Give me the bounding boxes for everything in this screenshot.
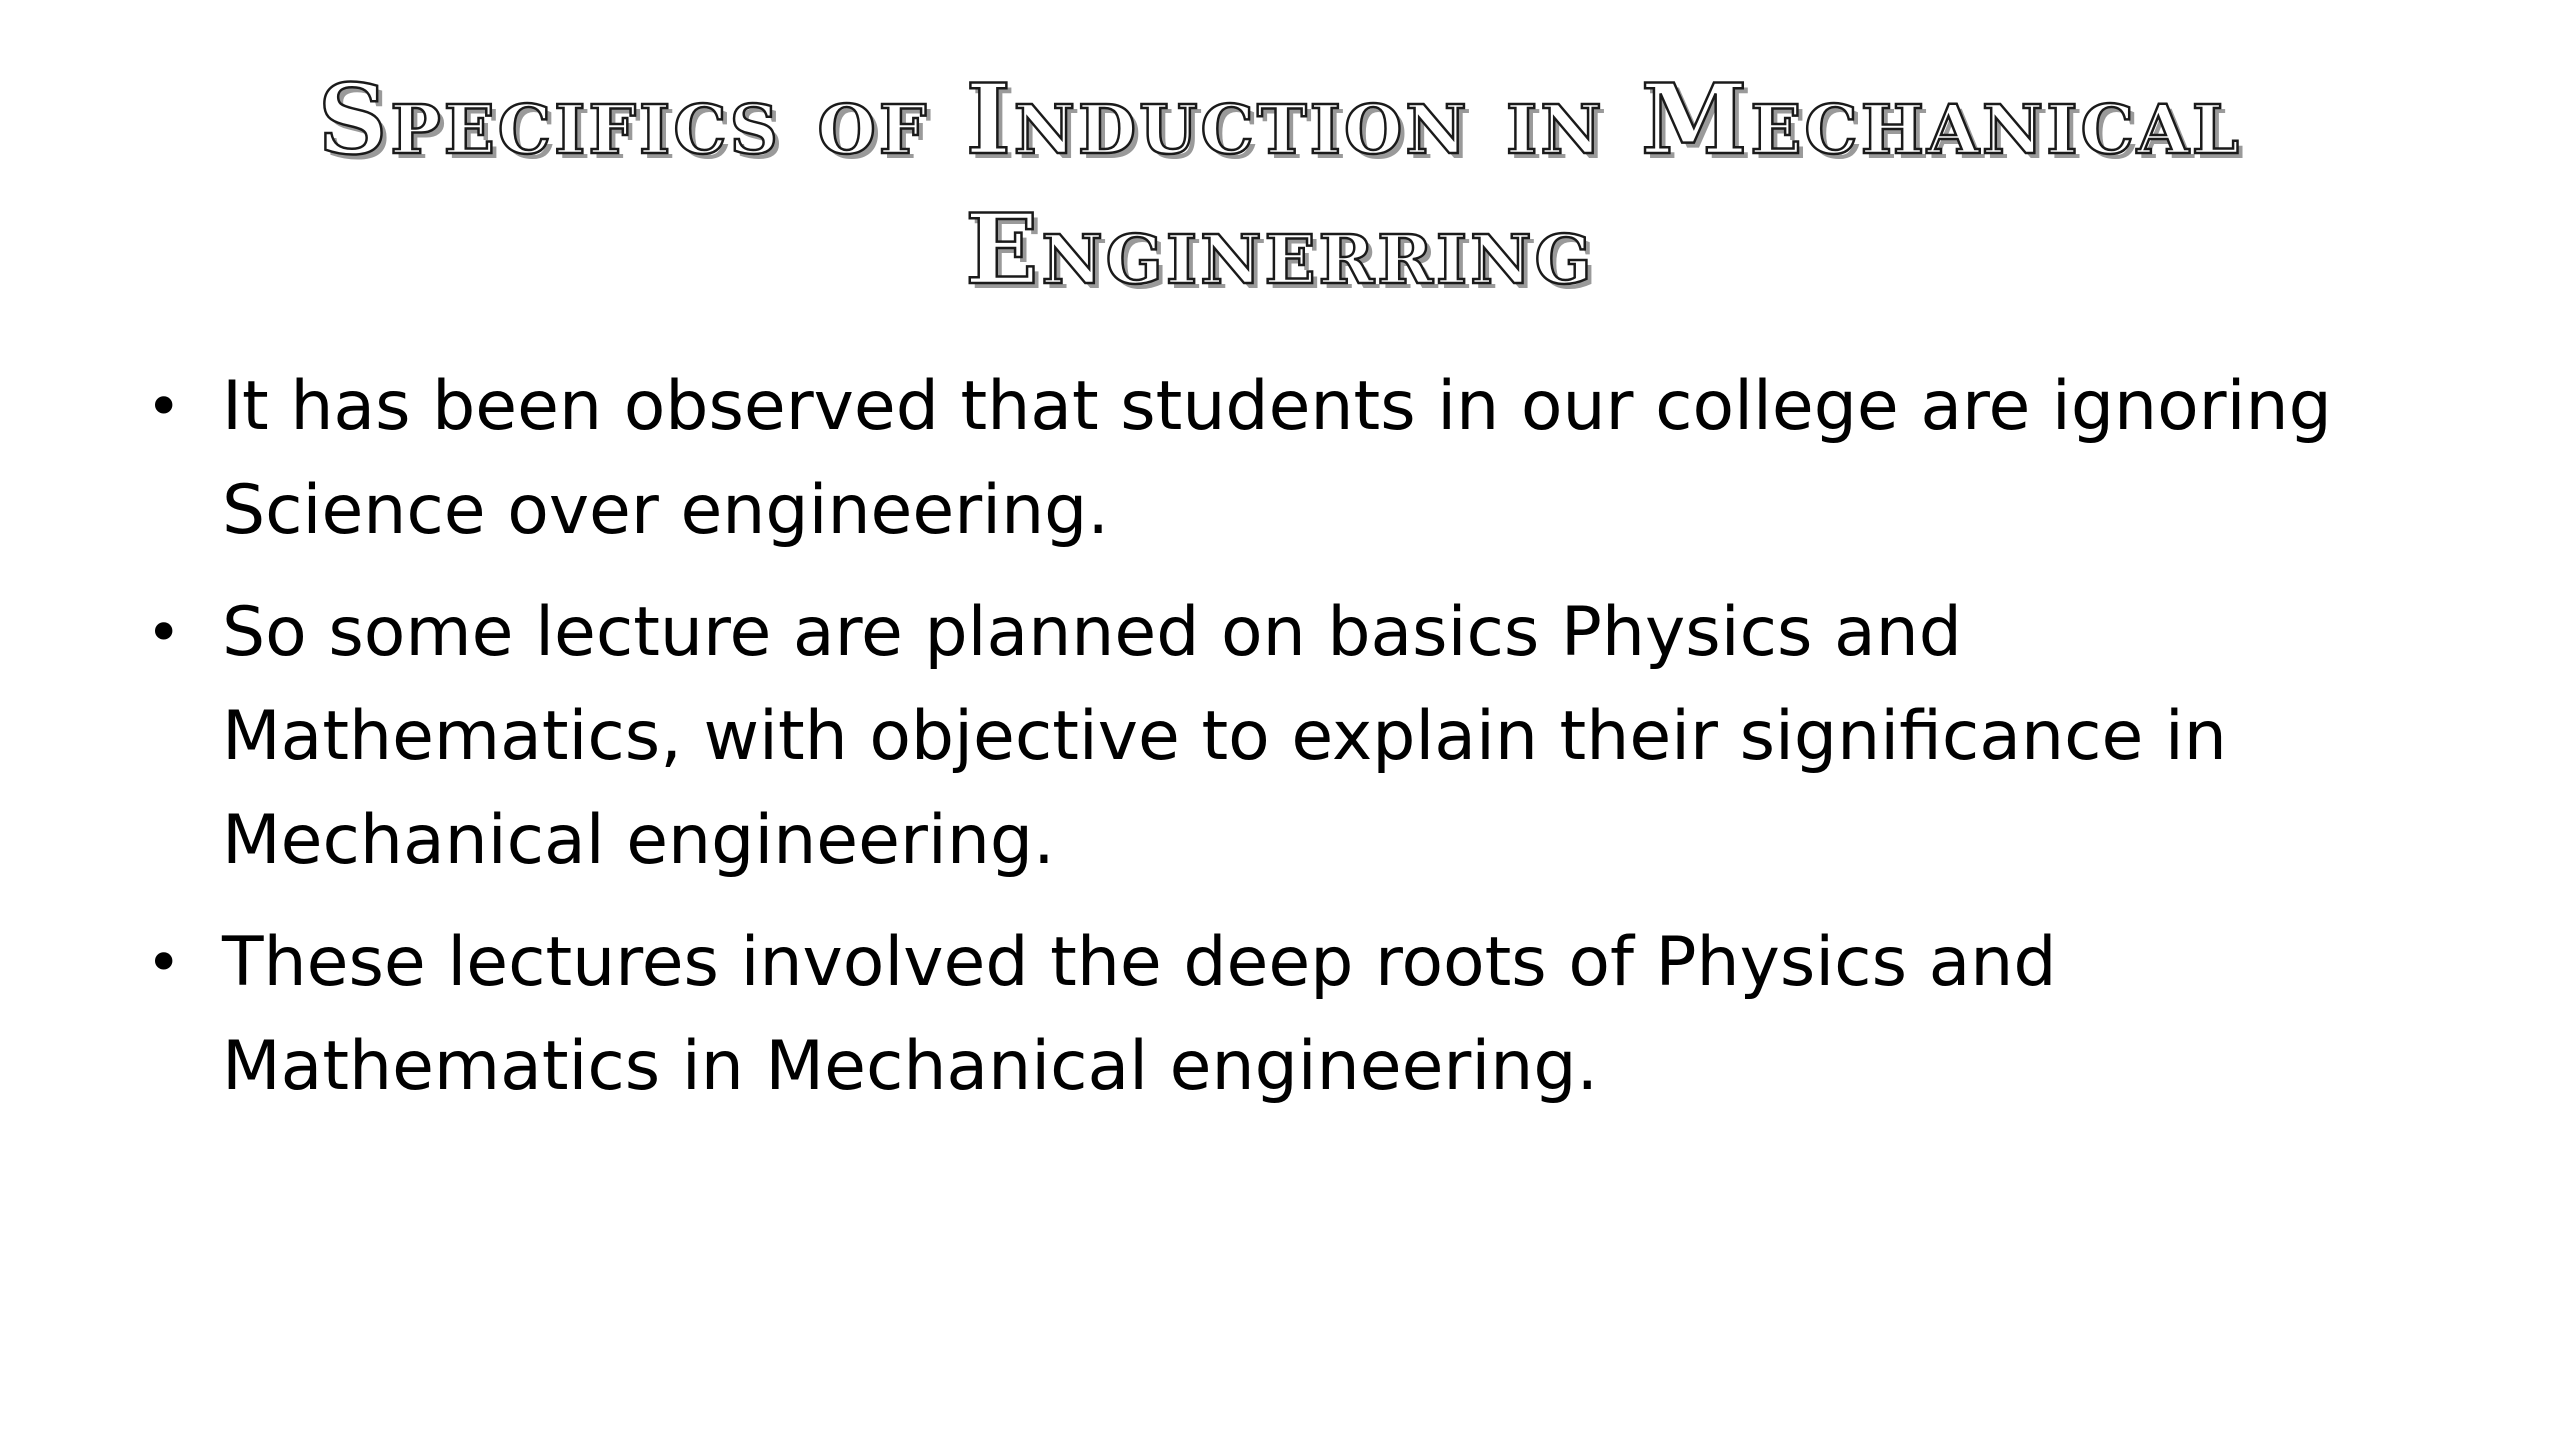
slide-title: Specifics of Induction in Mechanical Enginerring — [317, 63, 2243, 306]
bullet-item — [140, 581, 2440, 893]
bullet-text: So some lecture are planned on basics Physics and Mathematics, with objective to explain their significance in Mechanical engineering. — [222, 593, 2227, 880]
bullet-icon: • — [146, 928, 182, 998]
bullet-item — [140, 911, 2440, 1119]
bullet-text: These lectures involved the deep roots of Physics and Mathematics in Mechanical engineering. — [222, 923, 2057, 1106]
bullet-list — [140, 355, 2440, 1137]
bullet-icon: • — [146, 372, 182, 442]
bullet-item — [140, 355, 2440, 563]
bullet-icon: • — [146, 598, 182, 668]
bullet-text: It has been observed that students in our college are ignoring Science over engineering. — [222, 367, 2332, 550]
